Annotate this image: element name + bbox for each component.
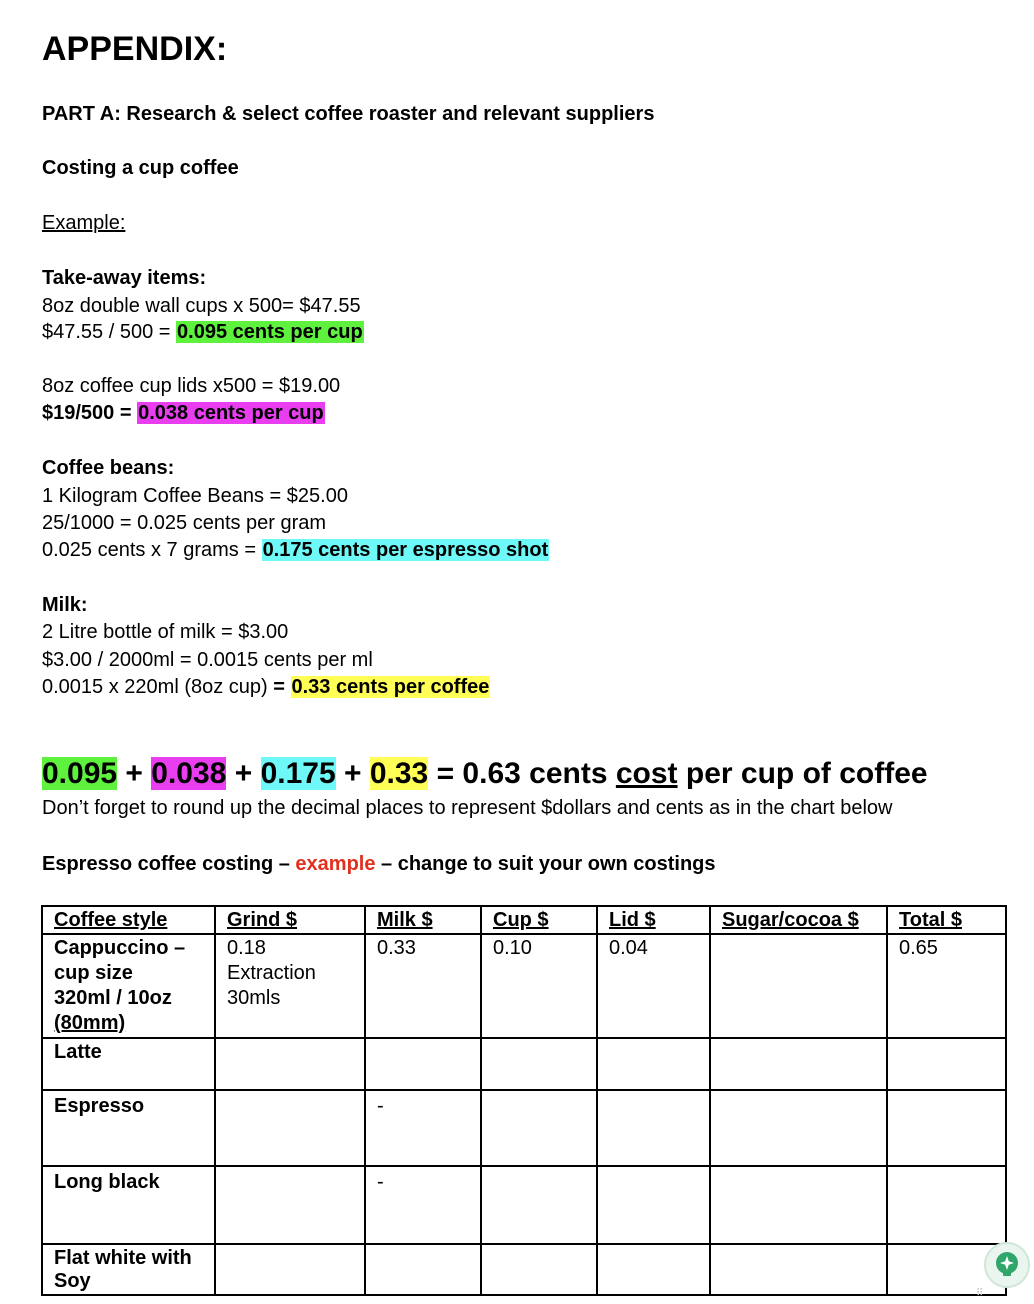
takeaway-line-lid-cost <box>42 402 325 425</box>
beans-title: Coffee beans: <box>42 457 175 479</box>
summary-tail: per cup of coffee <box>677 757 928 790</box>
row-label-long-black: Long black <box>42 1166 215 1244</box>
cell-grind[interactable] <box>215 1038 365 1090</box>
milk-line-price: 2 Litre bottle of milk = $3.00 <box>42 621 289 643</box>
example-label: Example: <box>42 212 126 234</box>
cell-total[interactable]: 0.65 <box>887 934 1006 1038</box>
cell-milk[interactable]: - <box>365 1090 481 1166</box>
cell-milk[interactable]: - <box>365 1166 481 1244</box>
cell-milk[interactable] <box>365 1038 481 1090</box>
table-intro <box>42 853 716 876</box>
assistant-button[interactable] <box>984 1242 1030 1288</box>
cell-grind[interactable] <box>215 934 365 1038</box>
milk-line-coffee <box>42 676 490 699</box>
row-label-line: (80mm) <box>54 1012 126 1034</box>
header-total: Total $ <box>899 909 962 931</box>
drag-dots-icon[interactable]: ⠿ <box>976 1288 983 1299</box>
cell-sugar-cocoa[interactable] <box>710 1038 887 1090</box>
costing-subheading: Costing a cup coffee <box>42 157 239 179</box>
header-cell-style <box>42 906 215 934</box>
cell-total[interactable] <box>887 1038 1006 1090</box>
row-label-line: Cappuccino – <box>54 937 186 959</box>
summary-plus: + <box>335 757 370 790</box>
shot-cost-highlight: 0.175 cents per espresso shot <box>262 539 549 561</box>
cell-grind[interactable] <box>215 1244 365 1295</box>
takeaway-line-cup-cost <box>42 321 364 344</box>
table-header-row <box>42 906 1006 934</box>
header-cell-lid <box>597 906 710 934</box>
cell-sugar-cocoa[interactable] <box>710 1090 887 1166</box>
cell-lid[interactable]: 0.04 <box>597 934 710 1038</box>
takeaway-line-cups: 8oz double wall cups x 500= $47.55 <box>42 295 361 317</box>
header-cell-milk <box>365 906 481 934</box>
cell-grind[interactable] <box>215 1166 365 1244</box>
cell-total[interactable] <box>887 1090 1006 1166</box>
cell-cup[interactable] <box>481 1090 597 1166</box>
header-cell-cup <box>481 906 597 934</box>
cell-total[interactable] <box>887 1166 1006 1244</box>
header-cell-sugar <box>710 906 887 934</box>
rounding-note: Don’t forget to round up the decimal places to represent $dollars and cents as in the chart below <box>42 797 893 819</box>
cell-cup[interactable] <box>481 1166 597 1244</box>
header-grind: Grind $ <box>227 909 298 931</box>
summary-shot-value: 0.175 <box>260 757 336 790</box>
beans-line-gram: 25/1000 = 0.025 cents per gram <box>42 512 327 534</box>
cell-cup[interactable] <box>481 1244 597 1295</box>
cell-line: 30mls <box>227 987 281 1009</box>
part-a-heading: PART A: Research & select coffee roaster and relevant suppliers <box>42 103 655 125</box>
milk-cost-highlight: 0.33 cents per coffee <box>291 676 490 698</box>
row-label-flat-white-soy: Flat white with Soy <box>42 1244 215 1295</box>
costing-table <box>41 905 1007 1296</box>
header-sugar-cocoa: Sugar/cocoa $ <box>722 909 859 931</box>
calc-text: $47.55 / 500 = <box>42 321 177 343</box>
row-label-latte: Latte <box>42 1038 215 1090</box>
calc-text: 0.0015 x 220ml (8oz cup) <box>42 676 274 698</box>
cell-lid[interactable] <box>597 1090 710 1166</box>
header-cup: Cup $ <box>493 909 549 931</box>
cell-sugar-cocoa[interactable] <box>710 1166 887 1244</box>
calc-text: $19/500 = <box>42 402 138 424</box>
cell-sugar-cocoa[interactable] <box>710 1244 887 1295</box>
milk-line-ml: $3.00 / 2000ml = 0.0015 cents per ml <box>42 649 373 671</box>
header-cell-total <box>887 906 1006 934</box>
table-row <box>42 1038 1006 1090</box>
table-row <box>42 1244 1006 1295</box>
row-label-line: 320ml / 10oz <box>54 987 172 1009</box>
cell-sugar-cocoa[interactable] <box>710 934 887 1038</box>
cost-summary-equation <box>42 757 928 791</box>
table-row <box>42 1166 1006 1244</box>
intro-example-word: example <box>295 853 376 875</box>
intro-text: – change to suit your own costings <box>375 853 716 875</box>
summary-result: = 0.63 cents <box>428 757 616 790</box>
milk-title: Milk: <box>42 594 88 616</box>
cell-cup[interactable]: 0.10 <box>481 934 597 1038</box>
takeaway-line-lids: 8oz coffee cup lids x500 = $19.00 <box>42 375 341 397</box>
summary-lid-value: 0.038 <box>151 757 227 790</box>
sparkle-bulb-icon <box>992 1250 1022 1280</box>
table-row <box>42 934 1006 1038</box>
summary-milk-value: 0.33 <box>369 757 429 790</box>
beans-line-shot <box>42 539 549 562</box>
cell-grind[interactable] <box>215 1090 365 1166</box>
summary-plus: + <box>226 757 261 790</box>
row-label-line: cup size <box>54 962 133 984</box>
cell-milk[interactable]: 0.33 <box>365 934 481 1038</box>
summary-cup-value: 0.095 <box>42 757 118 790</box>
cell-line: Extraction <box>227 962 316 984</box>
header-coffee-style: Coffee style <box>54 909 168 931</box>
cell-lid[interactable] <box>597 1038 710 1090</box>
lid-cost-highlight: 0.038 cents per cup <box>138 402 324 424</box>
page-title: APPENDIX: <box>42 30 228 68</box>
cell-lid[interactable] <box>597 1244 710 1295</box>
table-row <box>42 1090 1006 1166</box>
row-label-espresso: Espresso <box>42 1090 215 1166</box>
cell-milk[interactable] <box>365 1244 481 1295</box>
calc-equals: = <box>273 676 291 698</box>
header-lid: Lid $ <box>609 909 656 931</box>
cell-cup[interactable] <box>481 1038 597 1090</box>
beans-line-price: 1 Kilogram Coffee Beans = $25.00 <box>42 485 348 507</box>
header-milk: Milk $ <box>377 909 433 931</box>
calc-text: 0.025 cents x 7 grams = <box>42 539 262 561</box>
header-cell-grind <box>215 906 365 934</box>
summary-cost-word: cost <box>615 757 678 790</box>
intro-text: Espresso coffee costing – <box>42 853 296 875</box>
summary-plus: + <box>117 757 152 790</box>
takeaway-title: Take-away items: <box>42 267 207 289</box>
row-label-cappuccino <box>42 934 215 1038</box>
cell-lid[interactable] <box>597 1166 710 1244</box>
cell-line: 0.18 <box>227 937 266 959</box>
cup-cost-highlight: 0.095 cents per cup <box>177 321 363 343</box>
